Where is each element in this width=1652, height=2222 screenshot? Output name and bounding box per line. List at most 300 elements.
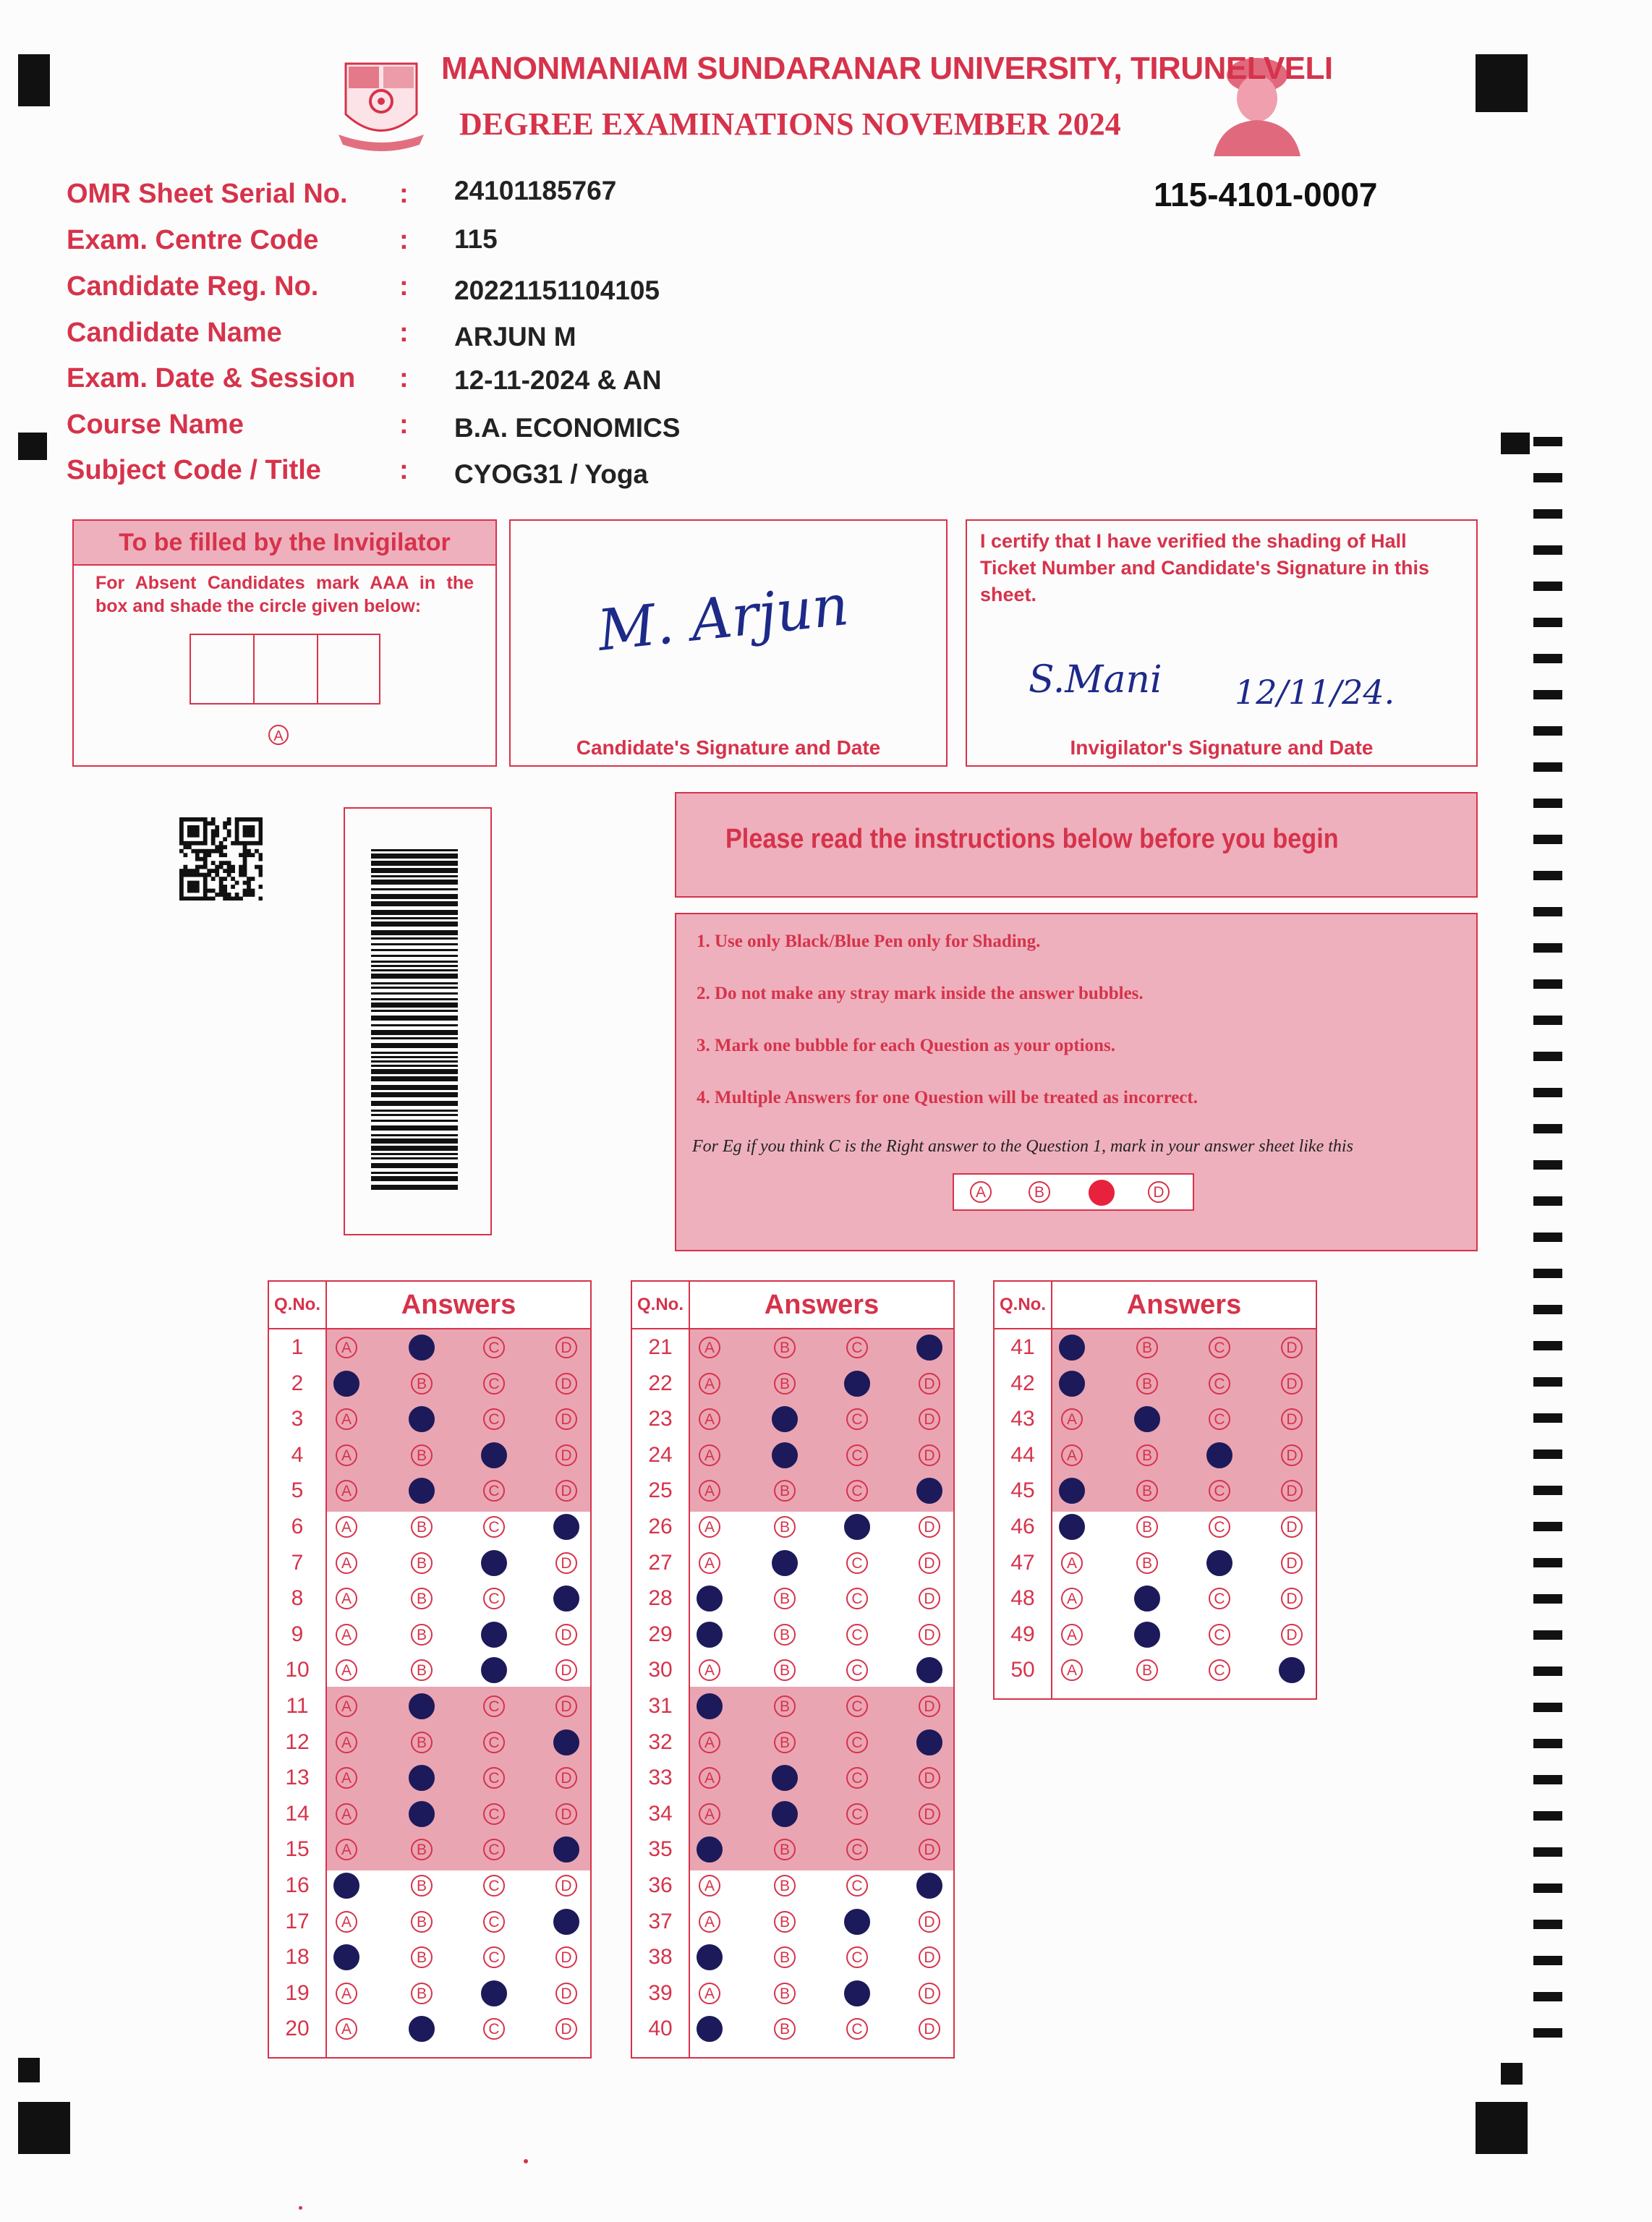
bubble-q11-c[interactable]: C [483, 1695, 505, 1717]
bubble-q3-a[interactable]: A [336, 1408, 357, 1430]
timing-mark [1533, 799, 1562, 808]
exam-title: DEGREE EXAMINATIONS NOVEMBER 2024 [459, 106, 1121, 142]
barcode-bar [371, 921, 458, 927]
bubble-q21-c[interactable]: C [846, 1337, 868, 1358]
bubble-q42-a[interactable] [1059, 1371, 1085, 1397]
bubble-q7-b[interactable]: B [411, 1552, 433, 1574]
bubble-q34-a[interactable]: A [699, 1803, 720, 1825]
bubble-q28-c[interactable]: C [846, 1588, 868, 1609]
bubble-q23-c[interactable]: C [846, 1408, 868, 1430]
bubble-q17-b[interactable]: B [411, 1911, 433, 1933]
bubble-q3-c[interactable]: C [483, 1408, 505, 1430]
bubble-q48-b[interactable] [1134, 1585, 1160, 1612]
bubble-q26-a[interactable]: A [699, 1516, 720, 1538]
barcode-bar [371, 1043, 458, 1048]
registration-mark-mid-left [18, 433, 47, 460]
timing-mark [1533, 1811, 1562, 1821]
question-number: 43 [1010, 1407, 1035, 1431]
qno-header: Q.No. [632, 1282, 690, 1328]
timing-mark [1533, 618, 1562, 627]
bubble-q5-b[interactable] [409, 1478, 435, 1504]
bubble-q7-d[interactable]: D [555, 1552, 577, 1574]
bubble-q33-c[interactable]: C [846, 1767, 868, 1789]
bubble-q36-a[interactable]: A [699, 1875, 720, 1897]
bubble-q30-c[interactable]: C [846, 1659, 868, 1681]
bubble-q9-d[interactable]: D [555, 1624, 577, 1646]
bubble-q38-d[interactable]: D [919, 1946, 940, 1968]
absent-box-divider [317, 635, 318, 703]
qno-header: Q.No. [269, 1282, 327, 1328]
bubble-q36-b[interactable]: B [774, 1875, 796, 1897]
answer-row [632, 1975, 953, 2012]
timing-mark [1533, 1124, 1562, 1133]
bubble-q44-a[interactable]: A [1061, 1444, 1083, 1466]
bubble-q47-b[interactable]: B [1136, 1552, 1158, 1574]
bubble-q10-c[interactable] [481, 1657, 507, 1683]
detail-colon: : [399, 363, 409, 393]
bubble-q2-b[interactable]: B [411, 1373, 433, 1395]
bubble-q45-c[interactable]: C [1209, 1480, 1230, 1502]
bubble-q5-a[interactable]: A [336, 1480, 357, 1502]
bubble-q41-b[interactable]: B [1136, 1337, 1158, 1358]
bubble-q18-c[interactable]: C [483, 1946, 505, 1968]
bubble-q48-d[interactable]: D [1281, 1588, 1303, 1609]
bubble-q28-d[interactable]: D [919, 1588, 940, 1609]
bubble-q33-a[interactable]: A [699, 1767, 720, 1789]
bubble-q34-d[interactable]: D [919, 1803, 940, 1825]
bubble-q38-c[interactable]: C [846, 1946, 868, 1968]
barcode-bar [371, 1010, 458, 1012]
bubble-q25-c[interactable]: C [846, 1480, 868, 1502]
answer-row [632, 1617, 953, 1653]
bubble-q42-c[interactable]: C [1209, 1373, 1230, 1395]
bubble-q10-d[interactable]: D [555, 1659, 577, 1681]
registration-mark-top-right [1476, 54, 1528, 112]
timing-mark [1533, 2028, 1562, 2038]
bubble-q8-b[interactable]: B [411, 1588, 433, 1609]
bubble-q1-d[interactable]: D [555, 1337, 577, 1358]
bubble-q43-d[interactable]: D [1281, 1408, 1303, 1430]
bubble-q8-d[interactable] [553, 1585, 579, 1612]
bubble-q3-b[interactable] [409, 1406, 435, 1432]
question-number: 17 [285, 1909, 310, 1933]
bubble-q48-c[interactable]: C [1209, 1588, 1230, 1609]
bubble-q15-d[interactable] [553, 1836, 579, 1863]
bubble-q4-b[interactable]: B [411, 1444, 433, 1466]
bubble-q26-d[interactable]: D [919, 1516, 940, 1538]
registration-mark-bottom-left [18, 2102, 70, 2154]
bubble-q8-a[interactable]: A [336, 1588, 357, 1609]
bubble-q31-d[interactable]: D [919, 1695, 940, 1717]
barcode-bar [371, 1185, 458, 1190]
timing-mark [1533, 1305, 1562, 1314]
bubble-q39-c[interactable] [844, 1980, 870, 2006]
bubble-q36-c[interactable]: C [846, 1875, 868, 1897]
bubble-q39-d[interactable]: D [919, 1983, 940, 2004]
timing-mark [1533, 1196, 1562, 1206]
bubble-q46-d[interactable]: D [1281, 1516, 1303, 1538]
bubble-q50-c[interactable]: C [1209, 1659, 1230, 1681]
bubble-q16-a[interactable] [333, 1873, 359, 1899]
bubble-q40-a[interactable] [697, 2016, 723, 2042]
barcode-bar [371, 875, 458, 877]
absent-code-boxes [190, 634, 380, 705]
bubble-q13-a[interactable]: A [336, 1767, 357, 1789]
question-number: 7 [291, 1550, 304, 1575]
bubble-q2-a[interactable] [333, 1371, 359, 1397]
qr-code [179, 817, 263, 901]
example-bubble-b[interactable]: B [1029, 1181, 1050, 1203]
bubble-q20-a[interactable]: A [336, 2018, 357, 2040]
bubble-q43-c[interactable]: C [1209, 1408, 1230, 1430]
bubble-q29-d[interactable]: D [919, 1624, 940, 1646]
bubble-q34-b[interactable] [772, 1801, 798, 1827]
bubble-q6-a[interactable]: A [336, 1516, 357, 1538]
timing-mark [1533, 1775, 1562, 1784]
bubble-q27-a[interactable]: A [699, 1552, 720, 1574]
bubble-q41-a[interactable] [1059, 1335, 1085, 1361]
timing-mark [1533, 690, 1562, 699]
bubble-q8-c[interactable]: C [483, 1588, 505, 1609]
instruction-item-4: 4. Multiple Answers for one Question will be treated as incorrect. [697, 1088, 1198, 1107]
bubble-q40-d[interactable]: D [919, 2018, 940, 2040]
candidate-signature-caption: Candidate's Signature and Date [576, 736, 881, 759]
bubble-q35-c[interactable]: C [846, 1839, 868, 1860]
bubble-q9-b[interactable]: B [411, 1624, 433, 1646]
barcode-bar [371, 955, 458, 957]
timing-mark [1533, 1377, 1562, 1387]
answer-row [269, 1509, 590, 1545]
bubble-q25-a[interactable]: A [699, 1480, 720, 1502]
timing-mark [1533, 943, 1562, 953]
detail-label: Exam. Date & Session [67, 363, 356, 393]
bubble-q49-b[interactable] [1134, 1622, 1160, 1648]
bubble-q30-a[interactable]: A [699, 1659, 720, 1681]
bubble-q11-b[interactable] [409, 1693, 435, 1719]
answer-row [632, 1652, 953, 1688]
bubble-q44-c[interactable] [1206, 1442, 1232, 1468]
bubble-q12-a[interactable]: A [336, 1732, 357, 1753]
question-number: 48 [1010, 1586, 1035, 1611]
bubble-q50-b[interactable]: B [1136, 1659, 1158, 1681]
bubble-q21-a[interactable]: A [699, 1337, 720, 1358]
bubble-q33-d[interactable]: D [919, 1767, 940, 1789]
barcode-bar [371, 1003, 458, 1008]
bubble-q4-d[interactable]: D [555, 1444, 577, 1466]
bubble-q18-a[interactable] [333, 1944, 359, 1970]
bubble-q11-a[interactable]: A [336, 1695, 357, 1717]
bubble-q14-d[interactable]: D [555, 1803, 577, 1825]
question-number: 10 [285, 1658, 310, 1682]
bubble-q1-a[interactable]: A [336, 1337, 357, 1358]
bubble-q47-a[interactable]: A [1061, 1552, 1083, 1574]
example-bubble-a[interactable]: A [970, 1181, 992, 1203]
bubble-q23-b[interactable] [772, 1406, 798, 1432]
barcode-bar [371, 1060, 458, 1063]
bubble-q22-a[interactable]: A [699, 1373, 720, 1395]
bubble-q45-a[interactable] [1059, 1478, 1085, 1504]
bubble-q11-d[interactable]: D [555, 1695, 577, 1717]
bubble-q24-c[interactable]: C [846, 1444, 868, 1466]
bubble-q26-b[interactable]: B [774, 1516, 796, 1538]
bubble-q46-b[interactable]: B [1136, 1516, 1158, 1538]
bubble-q17-d[interactable] [553, 1909, 579, 1935]
bubble-q45-b[interactable]: B [1136, 1480, 1158, 1502]
bubble-q18-b[interactable]: B [411, 1946, 433, 1968]
bubble-q1-c[interactable]: C [483, 1337, 505, 1358]
detail-label: Candidate Name [67, 318, 282, 348]
bubble-q48-a[interactable]: A [1061, 1588, 1083, 1609]
bubble-q46-a[interactable] [1059, 1514, 1085, 1540]
bubble-q18-d[interactable]: D [555, 1946, 577, 1968]
bubble-q20-b[interactable] [409, 2016, 435, 2042]
answer-row [269, 1329, 590, 1366]
bubble-q49-c[interactable]: C [1209, 1624, 1230, 1646]
bubble-q6-d[interactable] [553, 1514, 579, 1540]
bubble-q1-b[interactable] [409, 1335, 435, 1361]
bubble-q29-c[interactable]: C [846, 1624, 868, 1646]
bubble-q40-c[interactable]: C [846, 2018, 868, 2040]
bubble-q30-d[interactable] [916, 1657, 942, 1683]
question-number: 39 [648, 1980, 673, 2005]
question-number: 21 [648, 1335, 673, 1359]
bubble-q16-c[interactable]: C [483, 1875, 505, 1897]
answer-table-2 [631, 1280, 955, 2059]
bubble-q36-d[interactable] [916, 1873, 942, 1899]
bubble-q37-a[interactable]: A [699, 1911, 720, 1933]
bubble-q37-b[interactable]: B [774, 1911, 796, 1933]
bubble-q29-b[interactable]: B [774, 1624, 796, 1646]
bubble-q10-a[interactable]: A [336, 1659, 357, 1681]
barcode-bar [371, 1101, 458, 1106]
bubble-q21-d[interactable] [916, 1335, 942, 1361]
bubble-q46-c[interactable]: C [1209, 1516, 1230, 1538]
bubble-q35-b[interactable]: B [774, 1839, 796, 1860]
bubble-q5-c[interactable]: C [483, 1480, 505, 1502]
bubble-q35-a[interactable] [697, 1836, 723, 1863]
bubble-q35-d[interactable]: D [919, 1839, 940, 1860]
bubble-q40-b[interactable]: B [774, 2018, 796, 2040]
answer-table-3 [993, 1280, 1317, 1700]
answer-row [269, 1617, 590, 1653]
bubble-q43-b[interactable] [1134, 1406, 1160, 1432]
invigilator-date: 12/11/24. [1235, 673, 1395, 712]
bubble-q16-d[interactable]: D [555, 1875, 577, 1897]
answer-table-1 [268, 1280, 592, 2059]
bubble-q21-b[interactable]: B [774, 1337, 796, 1358]
question-number: 44 [1010, 1442, 1035, 1467]
bubble-q22-d[interactable]: D [919, 1373, 940, 1395]
bubble-q33-b[interactable] [772, 1765, 798, 1791]
bubble-q38-a[interactable] [697, 1944, 723, 1970]
bubble-q49-d[interactable]: D [1281, 1624, 1303, 1646]
answer-row [269, 1831, 590, 1868]
timing-mark [1533, 835, 1562, 844]
question-number: 38 [648, 1945, 673, 1970]
bubble-q39-b[interactable]: B [774, 1983, 796, 2004]
question-number: 1 [291, 1335, 304, 1359]
university-name: MANONMANIAM SUNDARANAR UNIVERSITY, TIRUNELVELI [441, 51, 1333, 86]
bubble-q6-c[interactable]: C [483, 1516, 505, 1538]
bubble-q29-a[interactable] [697, 1622, 723, 1648]
bubble-q22-b[interactable]: B [774, 1373, 796, 1395]
registration-mark-mid-right [1501, 433, 1530, 454]
barcode-bar [371, 974, 458, 979]
bubble-q41-c[interactable]: C [1209, 1337, 1230, 1358]
bubble-q28-a[interactable] [697, 1585, 723, 1612]
bubble-q2-d[interactable]: D [555, 1373, 577, 1395]
absent-box-divider [253, 635, 255, 703]
barcode-bar [371, 1016, 458, 1021]
bubble-q4-a[interactable]: A [336, 1444, 357, 1466]
bubble-q38-b[interactable]: B [774, 1946, 796, 1968]
bubble-q10-b[interactable]: B [411, 1659, 433, 1681]
invigilator-signature-box [966, 519, 1478, 767]
bubble-q24-a[interactable]: A [699, 1444, 720, 1466]
bubble-q20-c[interactable]: C [483, 2018, 505, 2040]
bubble-q43-a[interactable]: A [1061, 1408, 1083, 1430]
detail-colon: : [399, 409, 409, 440]
bubble-q7-c[interactable] [481, 1550, 507, 1576]
question-number: 11 [286, 1694, 309, 1718]
answer-row [632, 1868, 953, 1904]
bubble-q24-d[interactable]: D [919, 1444, 940, 1466]
bubble-q31-c[interactable]: C [846, 1695, 868, 1717]
bubble-q19-b[interactable]: B [411, 1983, 433, 2004]
bubble-q14-b[interactable] [409, 1801, 435, 1827]
answer-table-header [632, 1282, 953, 1329]
timing-mark [1533, 1269, 1562, 1278]
bubble-q12-d[interactable] [553, 1729, 579, 1755]
bubble-q23-d[interactable]: D [919, 1408, 940, 1430]
instruction-banner [675, 792, 1478, 898]
bubble-q32-b[interactable]: B [774, 1732, 796, 1753]
bubble-q2-c[interactable]: C [483, 1373, 505, 1395]
timing-mark [1533, 1630, 1562, 1640]
bubble-q15-a[interactable]: A [336, 1839, 357, 1860]
bubble-q3-d[interactable]: D [555, 1408, 577, 1430]
timing-mark [1533, 1160, 1562, 1170]
bubble-q15-b[interactable]: B [411, 1839, 433, 1860]
bubble-q26-c[interactable] [844, 1514, 870, 1540]
bubble-q47-c[interactable] [1206, 1550, 1232, 1576]
timing-mark [1533, 1847, 1562, 1857]
bubble-q30-b[interactable]: B [774, 1659, 796, 1681]
answer-row [995, 1329, 1316, 1366]
bubble-q27-b[interactable] [772, 1550, 798, 1576]
timing-mark [1533, 1450, 1562, 1459]
bubble-q42-d[interactable]: D [1281, 1373, 1303, 1395]
absent-circle[interactable]: A [268, 725, 289, 745]
bubble-q5-d[interactable]: D [555, 1480, 577, 1502]
bubble-q32-d[interactable] [916, 1729, 942, 1755]
question-number: 4 [291, 1442, 304, 1467]
bubble-q31-a[interactable] [697, 1693, 723, 1719]
detail-colon: : [399, 318, 409, 348]
bubble-q24-b[interactable] [772, 1442, 798, 1468]
bubble-q25-d[interactable] [916, 1478, 942, 1504]
bubble-q9-c[interactable] [481, 1622, 507, 1648]
bubble-q17-c[interactable]: C [483, 1911, 505, 1933]
bubble-q27-c[interactable]: C [846, 1552, 868, 1574]
answer-row [632, 1939, 953, 1975]
bubble-q4-c[interactable] [481, 1442, 507, 1468]
bubble-q28-b[interactable]: B [774, 1588, 796, 1609]
answers-header: Answers [764, 1290, 880, 1320]
bubble-q14-c[interactable]: C [483, 1803, 505, 1825]
example-bubble-d[interactable]: D [1148, 1181, 1170, 1203]
bubble-q42-b[interactable]: B [1136, 1373, 1158, 1395]
bubble-q27-d[interactable]: D [919, 1552, 940, 1574]
bubble-q37-d[interactable]: D [919, 1911, 940, 1933]
bubble-q12-c[interactable]: C [483, 1732, 505, 1753]
bubble-q20-d[interactable]: D [555, 2018, 577, 2040]
bubble-q47-d[interactable]: D [1281, 1552, 1303, 1574]
registration-mark-top-left [18, 54, 50, 106]
bubble-q45-d[interactable]: D [1281, 1480, 1303, 1502]
bubble-q44-b[interactable]: B [1136, 1444, 1158, 1466]
instruction-panel [675, 913, 1478, 1251]
barcode-bar [371, 1120, 458, 1122]
question-number: 34 [648, 1801, 673, 1826]
bubble-q14-a[interactable]: A [336, 1803, 357, 1825]
question-number: 31 [648, 1694, 673, 1718]
bubble-q39-a[interactable]: A [699, 1983, 720, 2004]
invigilator-box-title: To be filled by the Invigilator [74, 521, 495, 566]
example-bubble-c[interactable] [1089, 1180, 1115, 1206]
answer-row [632, 1904, 953, 1940]
bubble-q50-a[interactable]: A [1061, 1659, 1083, 1681]
barcode-bar [371, 1037, 458, 1039]
bubble-q32-c[interactable]: C [846, 1732, 868, 1753]
bubble-q50-d[interactable] [1279, 1657, 1305, 1683]
bubble-q7-a[interactable]: A [336, 1552, 357, 1574]
bubble-q19-d[interactable]: D [555, 1983, 577, 2004]
bubble-q31-b[interactable]: B [774, 1695, 796, 1717]
answer-row [632, 1545, 953, 1581]
bubble-q37-c[interactable] [844, 1909, 870, 1935]
barcode-bar [371, 998, 458, 1000]
bubble-q23-a[interactable]: A [699, 1408, 720, 1430]
bubble-q19-a[interactable]: A [336, 1983, 357, 2004]
bubble-q13-b[interactable] [409, 1765, 435, 1791]
answer-row [269, 1545, 590, 1581]
bubble-q12-b[interactable]: B [411, 1732, 433, 1753]
bubble-q44-d[interactable]: D [1281, 1444, 1303, 1466]
bubble-q15-c[interactable]: C [483, 1839, 505, 1860]
barcode-bar [371, 949, 458, 951]
bubble-q16-b[interactable]: B [411, 1875, 433, 1897]
bubble-q25-b[interactable]: B [774, 1480, 796, 1502]
bubble-q32-a[interactable]: A [699, 1732, 720, 1753]
stray-mark [524, 2159, 528, 2163]
bubble-q13-c[interactable]: C [483, 1767, 505, 1789]
bubble-q13-d[interactable]: D [555, 1767, 577, 1789]
detail-value: CYOG31 / Yoga [454, 459, 648, 489]
answer-row [632, 1473, 953, 1509]
bubble-q19-c[interactable] [481, 1980, 507, 2006]
bubble-q6-b[interactable]: B [411, 1516, 433, 1538]
bubble-q17-a[interactable]: A [336, 1911, 357, 1933]
bubble-q34-c[interactable]: C [846, 1803, 868, 1825]
question-number: 23 [648, 1407, 673, 1431]
timing-mark [1533, 979, 1562, 989]
university-logo [339, 56, 424, 154]
bubble-q9-a[interactable]: A [336, 1624, 357, 1646]
bubble-q41-d[interactable]: D [1281, 1337, 1303, 1358]
bubble-q22-c[interactable] [844, 1371, 870, 1397]
bubble-q49-a[interactable]: A [1061, 1624, 1083, 1646]
